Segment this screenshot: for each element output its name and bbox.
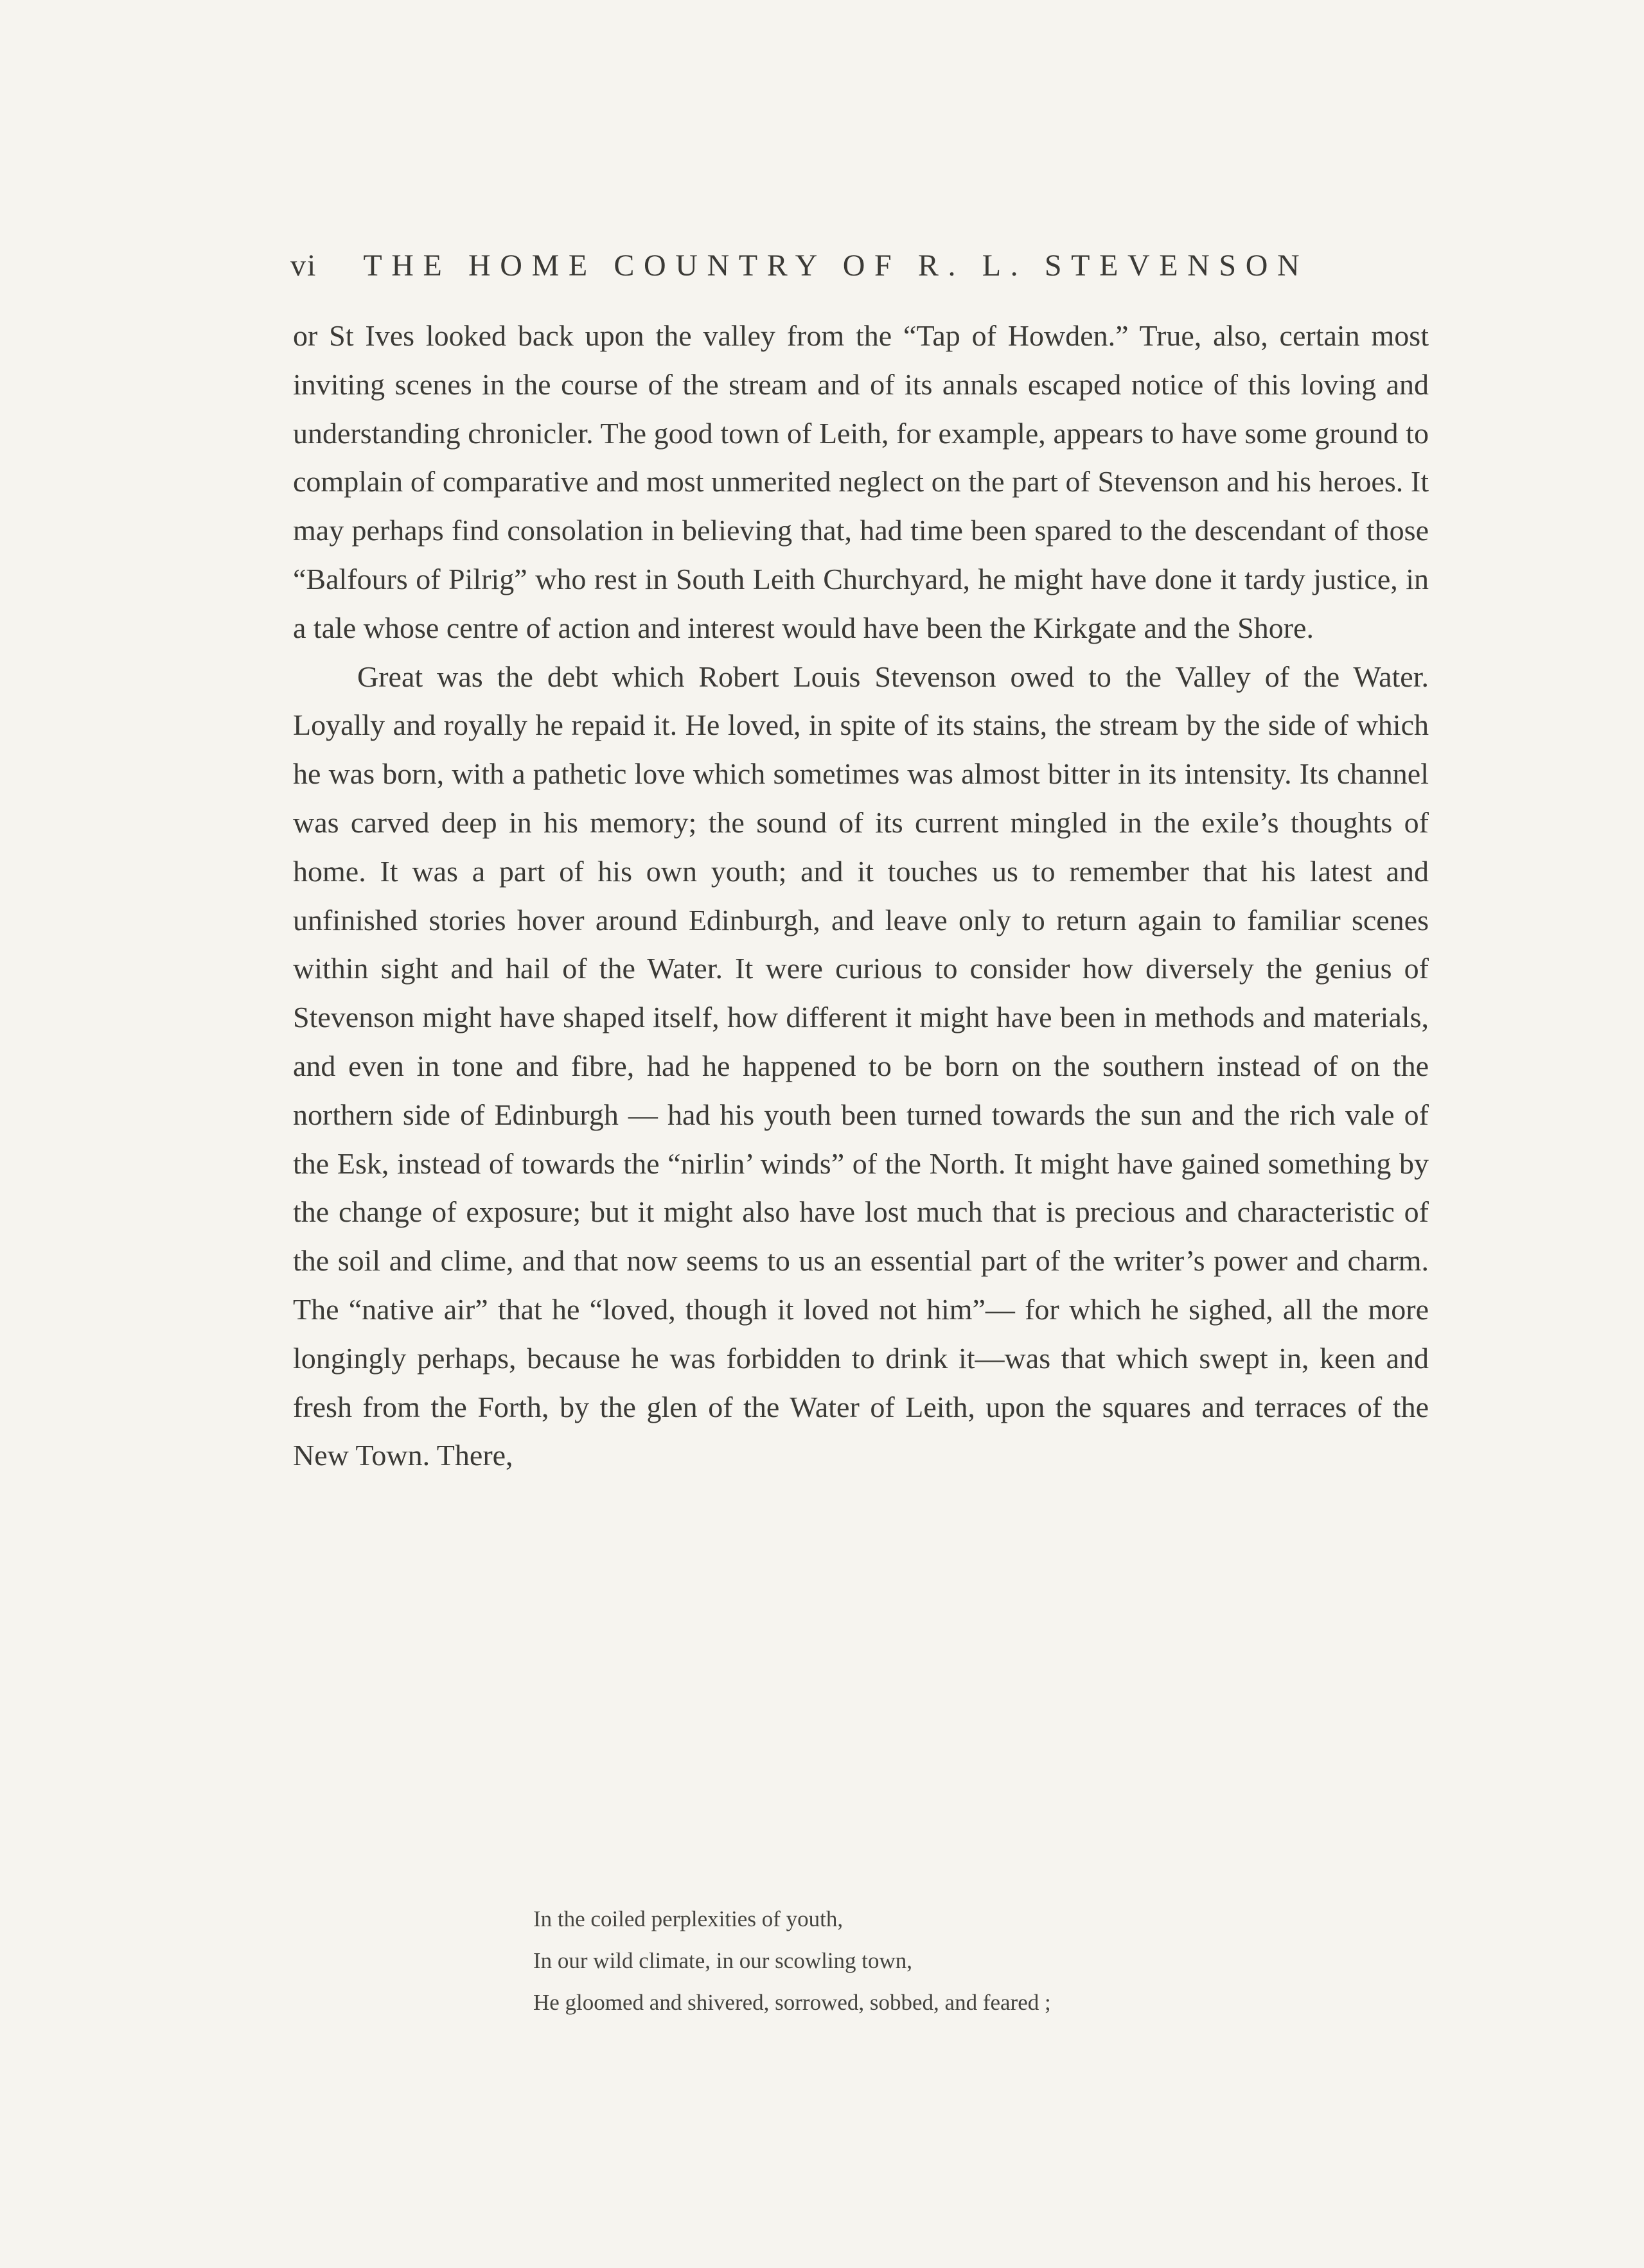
- running-title: THE HOME COUNTRY OF R. L. STEVENSON: [363, 249, 1309, 283]
- verse-line: In the coiled perplexities of youth,: [533, 1906, 844, 1931]
- verse-line: He gloomed and shivered, sorrowed, sobbed, and feared ;: [533, 1990, 1051, 2015]
- verse-quotation: [533, 1898, 1304, 2023]
- paragraph-continued: or St Ives looked back upon the valley from the “Tap of Howden.” True, also, certain most inviting scenes in the course of the stream and of its annals escaped notice of this loving and understanding chronicler. The good town of Leith, for example, appears to have some ground to complain of comparative and most unmerited neglect on the part of Stevenson and his heroes. It may perhaps find consolation in believing that, had time been spared to the descendant of those “Balfours of Pilrig” who rest in South Leith Churchyard, he might have done it tardy justice, in a tale whose centre of action and interest would have been the Kirkgate and the Shore.: [293, 319, 1429, 644]
- paragraph-great-was-the-debt: Great was the debt which Robert Louis Stevenson owed to the Valley of the Water. Loyally and royally he repaid it. He loved, in spite of its stains, the stream by the side of which he was born, with a pathetic love which sometimes was almost bitter in its intensity. Its channel was carved deep in his memory; the sound of its current mingled in the exile’s thoughts of home. It was a part of his own youth; and it touches us to remember that his latest and unfinished stories hover around Edinburgh, and leave only to return again to familiar scenes within sight and hail of the Water. It were curious to consider how diversely the genius of Stevenson might have shaped itself, how different it might have been in methods and materials, and even in tone and fibre, had he happened to be born on the southern instead of on the northern side of Edinburgh — had his youth been turned towards the sun and the rich vale of the Esk, instead of towards the “nirlin’ winds” of the North. It might have gained something by the change of exposure; but it might also have lost much that is precious and characteristic of the soil and clime, and that now seems to us an essential part of the writer’s power and charm. The “native air” that he “loved, though it loved not him”— for which he sighed, all the more longingly perhaps, because he was forbidden to drink it—was that which swept in, keen and fresh from the Forth, by the glen of the Water of Leith, upon the squares and terraces of the New Town. There,: [293, 660, 1429, 1472]
- body-text: [293, 312, 1429, 1480]
- verse-line: In our wild climate, in our scowling town,: [533, 1948, 913, 1973]
- running-head: [290, 245, 1350, 286]
- page-number: vi: [290, 249, 317, 283]
